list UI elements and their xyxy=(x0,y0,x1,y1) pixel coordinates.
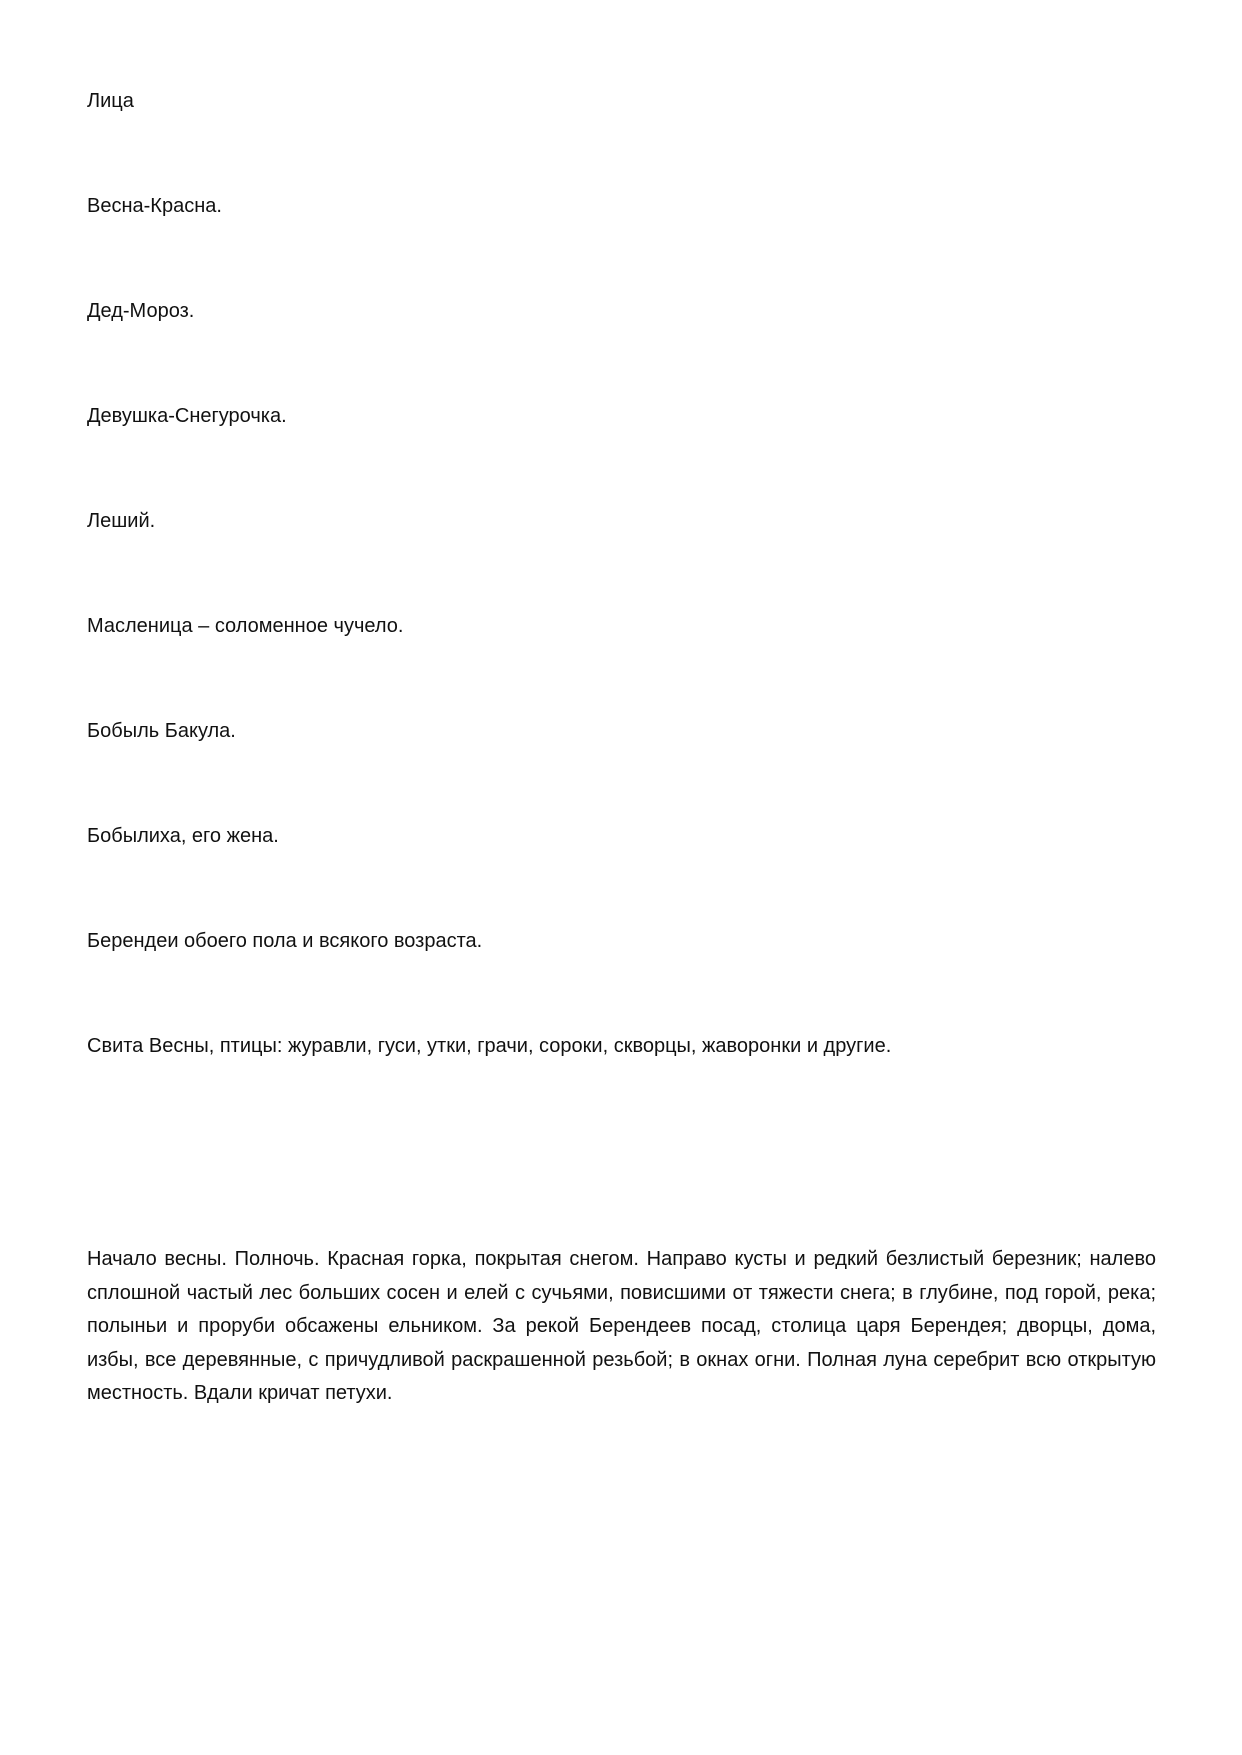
stage-direction-paragraph: Начало весны. Полночь. Красная горка, покрытая снегом. Направо кусты и редкий безлистый березник; налево сплошной частый лес больших сосен и елей с сучьями, повисшими от тяжести снега; в глубине, под горой, река; полыньи и проруби обсажены ельником. За рекой Берендеев посад, столица царя Берендея; дворцы, дома, избы, все деревянные, с причудливой раскрашенной резьбой; в окнах огни. Полная луна серебрит всю открытую местность. Вдали кричат петухи. xyxy=(87,1248,1156,1404)
cast-item: Свита Весны, птицы: журавли, гуси, утки, грачи, сороки, скворцы, жаворонки и другие. xyxy=(87,1035,892,1057)
cast-item: Весна-Красна. xyxy=(87,195,222,217)
cast-item: Бобылиха, его жена. xyxy=(87,825,279,847)
cast-item: Девушка-Снегурочка. xyxy=(87,405,287,427)
cast-item: Бобыль Бакула. xyxy=(87,720,236,742)
cast-item: Берендеи обоего пола и всякого возраста. xyxy=(87,930,483,952)
cast-item: Дед-Мороз. xyxy=(87,300,195,322)
cast-item: Леший. xyxy=(87,510,156,532)
cast-item: Масленица – соломенное чучело. xyxy=(87,615,404,637)
cast-heading: Лица xyxy=(87,90,134,112)
